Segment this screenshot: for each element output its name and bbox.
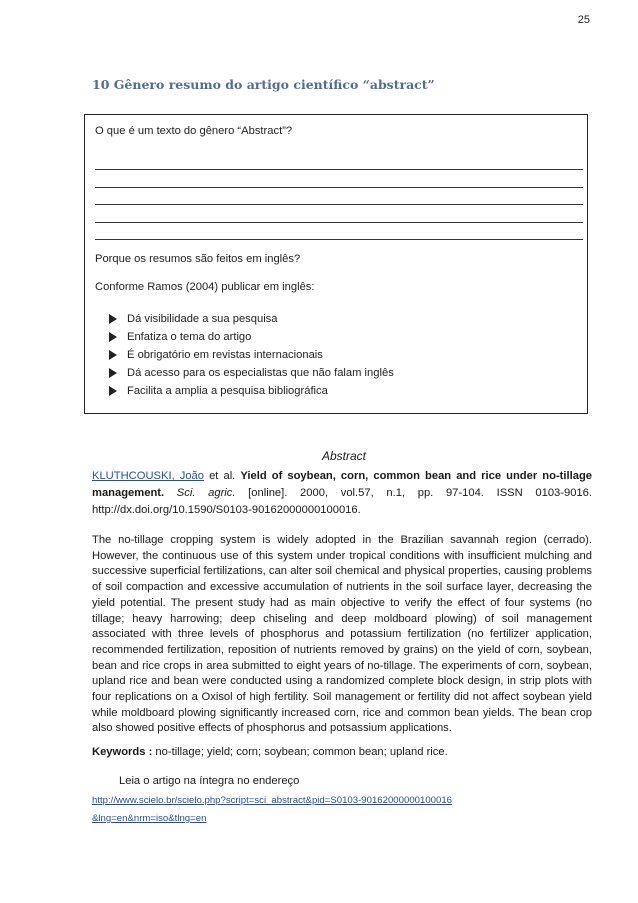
answer-line[interactable]	[95, 170, 583, 187]
page-number: 25	[577, 14, 590, 26]
author-suffix: et al.	[204, 470, 241, 482]
article-reference	[92, 468, 592, 518]
arrow-bullet-icon	[109, 350, 117, 360]
list-item-label: Facilita a amplia a pesquisa bibliográfica	[127, 385, 328, 397]
abstract-heading: Abstract	[321, 449, 366, 463]
answer-line[interactable]	[95, 188, 583, 205]
answer-line[interactable]	[95, 223, 583, 240]
ramos-statement: Conforme Ramos (2004) publicar em inglês:	[95, 281, 315, 293]
reasons-list	[109, 310, 394, 400]
answer-line[interactable]	[95, 153, 583, 170]
section-title: 10 Gênero resumo do artigo científico “abstract”	[92, 77, 435, 92]
question-abstract-genre: O que é um texto do gênero “Abstract”?	[95, 125, 293, 137]
reference-details: [online]. 2000, vol.57, n.1, pp. 97-104. ISSN 0103-9016. http://dx.doi.org/10.1590/S0103-90162000000100016.	[92, 486, 592, 516]
exercise-box	[84, 114, 588, 414]
list-item-label: Enfatiza o tema do artigo	[127, 331, 252, 343]
keywords-values: no-tillage; yield; corn; soybean; common bean; upland rice.	[152, 746, 448, 758]
arrow-bullet-icon	[109, 314, 117, 324]
journal-name: Sci. agric.	[164, 486, 236, 499]
abstract-body: The no-tillage cropping system is widely adopted in the Brazilian savannah region (cerrado). However, the continuous use of this system under tropical conditions with insufficient mulching and successive superficial fertilizations, can alter soil chemical and physical properties, causing problems of soil compaction and excessive accumulation of nutrients in the soil surface layer, decreasing the yield potential. The present study had as main objective to verify the effect of four systems (no tillage; heavy harrowing; deep chiseling and deep moldboard plowing) of soil management associated with three levels of phosphorus and potassium fertilization (no fertilizer application, recommended fertilization, reposition of nutrients removed by grains) on the yield of corn, soybean, bean and rice crops in area submitted to eight years of no-tillage. The experiments of corn, soybean, upland rice and bean were conducted using a randomized complete block design, in strip plots with four replications on a Oxisol of high fertility. Soil management or fertility did not affect soybean yield while moldboard plowing significantly increased corn, rice and common bean yields. The bean crop also showed positive effects of phosphorus and potsassium applications.	[92, 534, 592, 735]
list-item-label: Dá acesso para os especialistas que não falam inglês	[127, 367, 394, 379]
list-item	[109, 382, 394, 400]
list-item	[109, 346, 394, 364]
list-item-label: É obrigatório em revistas internacionais	[127, 349, 323, 361]
list-item	[109, 310, 394, 328]
keywords-line	[92, 746, 592, 758]
answer-lines[interactable]	[95, 153, 583, 240]
list-item-label: Dá visibilidade a sua pesquisa	[127, 313, 278, 325]
arrow-bullet-icon	[109, 332, 117, 342]
arrow-bullet-icon	[109, 386, 117, 396]
keywords-label: Keywords :	[92, 746, 153, 758]
list-item	[109, 328, 394, 346]
author-link[interactable]: KLUTHCOUSKI, João	[92, 470, 205, 482]
article-url-link[interactable]: http://www.scielo.br/scielo.php?script=sci_abstract&pid=S0103-90162000000100016&lng=en&nrm=iso&tlng=en	[92, 795, 452, 824]
arrow-bullet-icon	[109, 368, 117, 378]
question-why-english: Porque os resumos são feitos em inglês?	[95, 253, 301, 265]
read-more-text: Leia o artigo na íntegra no endereço	[119, 775, 300, 787]
answer-line[interactable]	[95, 205, 583, 222]
list-item	[109, 364, 394, 382]
article-title: Yield of soybean, corn, common bean and rice under no-tillage management.	[92, 470, 592, 499]
